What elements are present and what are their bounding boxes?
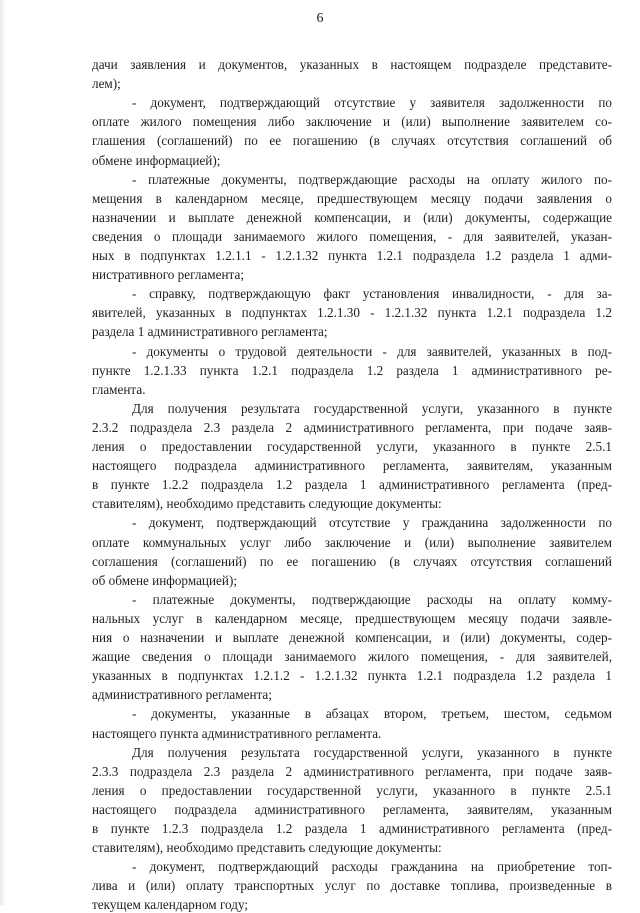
text-line: - документ, подтверждающий отсутствие у гражданина задолженности по	[132, 515, 612, 531]
text-line: лива и (или) оплату транспортных услуг по доставке топлива, произведенные в	[92, 878, 612, 894]
body-text	[92, 0, 612, 913]
text-line: нистративного регламента;	[92, 267, 244, 283]
page-number: 6	[316, 11, 324, 26]
text-line: административного регламента;	[92, 687, 272, 703]
text-line: оплате коммунальных услуг либо заключение и (или) выполнение заявителем	[92, 534, 612, 550]
text-line: - платежные документы, подтверждающие расходы на оплату жилого по-	[132, 171, 612, 187]
text-line: - документы, указанные в абзацах втором, третьем, шестом, седьмом	[132, 706, 612, 722]
text-line: - платежные документы, подтверждающие расходы на оплату комму-	[132, 591, 612, 607]
text-line: нальных услуг в календарном месяце, предшествующем месяцу подачи заявле-	[92, 610, 612, 626]
text-line: - документ, подтверждающий отсутствие у заявителя задолженности по	[132, 95, 612, 111]
text-line: обмене информацией);	[92, 152, 221, 168]
text-line: ных в подпунктах 1.2.1.1 - 1.2.1.32 пункта 1.2.1 подраздела 1.2 раздела 1 адми-	[92, 248, 612, 263]
text-line: ставителям), необходимо представить следующие документы:	[92, 840, 442, 856]
text-line: оплате жилого помещения либо заключение и (или) выполнение заявителем со-	[92, 114, 612, 130]
text-line: ления о предоставлении государственной услуги, указанного в пункте 2.5.1	[92, 439, 612, 454]
text-line: в пункте 1.2.2 подраздела 1.2 раздела 1 административного регламента (пред-	[92, 477, 612, 493]
scan-edge-shadow	[0, 0, 6, 905]
text-line: лем);	[92, 76, 121, 92]
text-line: в пункте 1.2.3 подраздела 1.2 раздела 1 административного регламента (пред-	[92, 821, 612, 836]
text-line: дачи заявления и документов, указанных в настоящем подразделе представите-	[92, 57, 612, 72]
text-line: назначении и выплате денежной компенсации, и (или) документы, содержащие	[92, 209, 612, 225]
text-line: ния о назначении и выплате денежной компенсации, и (или) документы, содер-	[92, 630, 612, 645]
text-line: 2.3.3 подраздела 2.3 раздела 2 административного регламента, при подаче заяв-	[92, 763, 612, 779]
text-line: сведения о площади занимаемого жилого помещения, - для заявителей, указан-	[92, 228, 612, 244]
text-line: раздела 1 административного регламента;	[92, 324, 328, 340]
text-line: настоящего пункта административного регламента.	[92, 725, 382, 741]
text-line: 2.3.2 подраздела 2.3 раздела 2 административного регламента, при подаче заяв-	[92, 419, 612, 435]
text-line: явителей, указанных в подпунктах 1.2.1.30 - 1.2.1.32 пункта 1.2.1 подраздела 1.2	[92, 305, 612, 321]
text-line: настоящего подраздела административного регламента, заявителям, указанным	[92, 458, 612, 474]
text-line: - документ, подтверждающий расходы гражданина на приобретение топ-	[132, 859, 612, 875]
text-line: ления о предоставлении государственной услуги, указанного в пункте 2.5.1	[92, 782, 612, 798]
text-line: гламента.	[92, 381, 146, 397]
text-line: жащие сведения о площади занимаемого жилого помещения, - для заявителей,	[92, 649, 612, 665]
text-line: Для получения результата государственной услуги, указанного в пункте	[132, 744, 612, 760]
text-line: указанных в подпунктах 1.2.1.2 - 1.2.1.32 пункта 1.2.1 подраздела 1.2 раздела 1	[92, 668, 612, 684]
text-line: - документы о трудовой деятельности - для заявителей, указанных в под-	[132, 343, 612, 359]
text-line: - справку, подтверждающую факт установления инвалидности, - для за-	[132, 286, 612, 302]
text-line: мещения в календарном месяце, предшествующем месяцу подачи заявления о	[92, 190, 612, 206]
text-line: пункте 1.2.1.33 пункта 1.2.1 подраздела 1.2 раздела 1 административного ре-	[92, 362, 612, 378]
text-line: глашения (соглашений) по ее погашению (в случаях отсутствия соглашений об	[92, 133, 612, 149]
text-line: текущем календарном году;	[92, 897, 249, 913]
text-line: об обмене информацией);	[92, 572, 238, 588]
text-line: соглашения (соглашений) по ее погашению (в случаях отсутствия соглашений	[92, 553, 612, 569]
text-line: ставителям), необходимо представить следующие документы:	[92, 496, 442, 512]
text-line: настоящего подраздела административного регламента, заявителям, указанным	[92, 801, 612, 817]
text-line: Для получения результата государственной услуги, указанного в пункте	[132, 400, 612, 416]
